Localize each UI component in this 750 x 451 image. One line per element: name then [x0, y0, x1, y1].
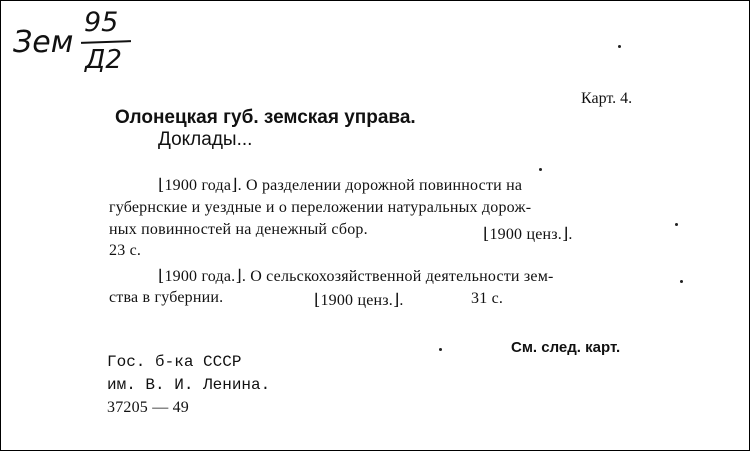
entry-2-line-1: ⌊1900 года.⌋. О сельскохозяйственной деятельности зем- — [158, 268, 554, 285]
scan-speck — [680, 280, 683, 283]
scan-speck — [439, 348, 442, 351]
scan-speck — [675, 223, 678, 226]
library-line-3: 37205 — 49 — [107, 399, 189, 416]
document-subtitle: Доклады... — [158, 129, 253, 150]
entry-1-line-2: губернские и уездные и о переложении натуральных дорож- — [109, 199, 532, 216]
see-next-card: См. след. карт. — [511, 339, 621, 356]
scan-speck — [539, 168, 542, 171]
handwritten-prefix: Зем — [13, 25, 74, 60]
entry-1-line-3: ных повинностей на денежный сбор. — [109, 221, 368, 238]
entry-1-pages: 23 с. — [109, 242, 142, 259]
handwritten-numerator: 95 — [84, 7, 119, 38]
scan-speck — [618, 45, 621, 48]
institution-title: Олонецкая губ. земская управа. — [115, 107, 416, 128]
handwritten-denominator: Д2 — [85, 45, 122, 75]
library-line-2: им. В. И. Ленина. — [107, 376, 271, 394]
entry-2-census: ⌊1900 ценз.⌋. — [314, 292, 404, 309]
entry-1-line-1: ⌊1900 года⌋. О разделении дорожной повинности на — [158, 177, 523, 194]
entry-2-pages: 31 с. — [471, 290, 504, 307]
entry-1-census: ⌊1900 ценз.⌋. — [483, 226, 573, 243]
library-line-1: Гос. б-ка СССР — [107, 353, 242, 371]
entry-2-line-2: ства в губернии. — [109, 289, 224, 306]
handwritten-fraction-line — [81, 40, 131, 44]
card-number: Карт. 4. — [581, 90, 633, 107]
